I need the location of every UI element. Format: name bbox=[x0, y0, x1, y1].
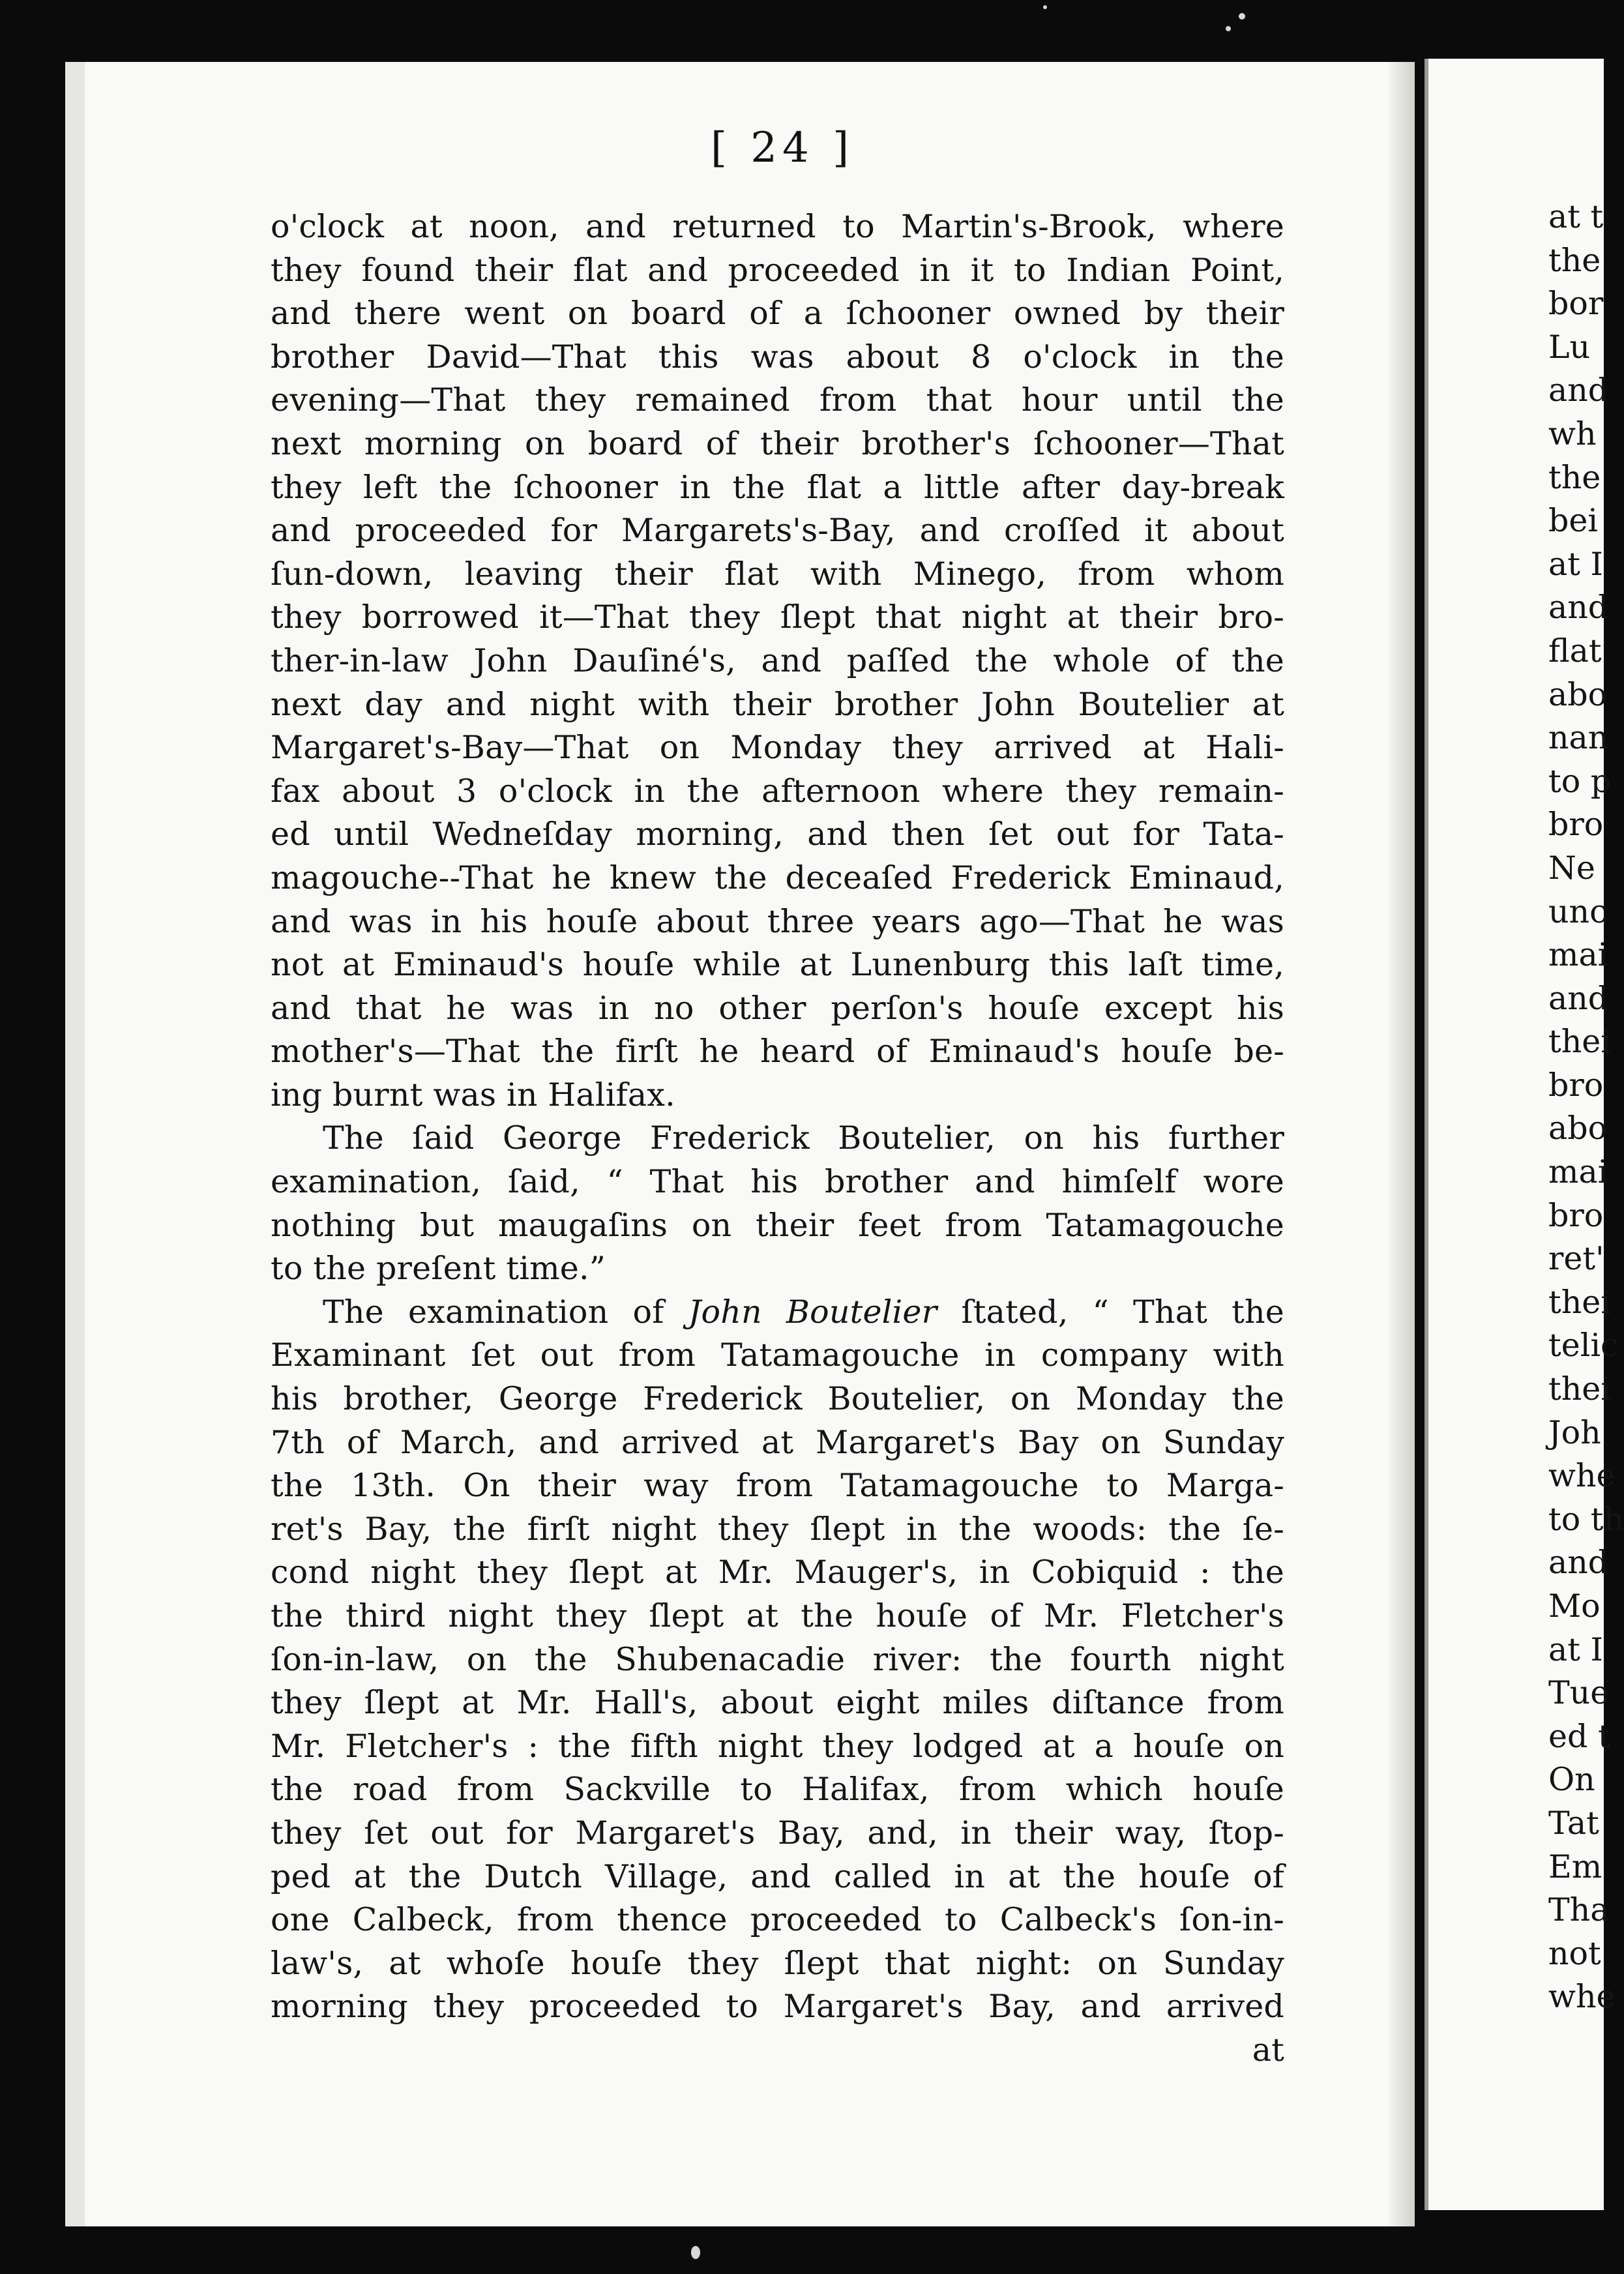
page-gutter-shadow bbox=[1389, 62, 1415, 2226]
text-line: one Calbeck, from thence proceeded to Calbeck's ſon-in- bbox=[271, 1901, 1284, 1939]
text-line: morning they proceeded to Margaret's Bay, and arrived bbox=[271, 1988, 1284, 2026]
facing-fragment: bro bbox=[1548, 1066, 1604, 1104]
facing-fragment: On bbox=[1548, 1761, 1595, 1799]
text-line: Margaret's-Bay—That on Monday they arrived at Hali- bbox=[271, 729, 1284, 767]
facing-fragment: abo bbox=[1548, 675, 1608, 713]
text-line: The ſaid George Frederick Boutelier, on his further bbox=[323, 1119, 1284, 1157]
facing-fragment: thei bbox=[1548, 1370, 1611, 1408]
text-line: mother's—That the firſt he heard of Eminaud's houſe be- bbox=[271, 1033, 1284, 1071]
text-line: next morning on board of their brother's ſchooner—That bbox=[271, 424, 1284, 462]
text-line: the road from Sackville to Halifax, from which houſe bbox=[271, 1771, 1284, 1809]
facing-fragment: Ne bbox=[1548, 849, 1595, 887]
page-body-text bbox=[271, 205, 1284, 2073]
facing-fragment: bei bbox=[1548, 502, 1599, 540]
dust-speck bbox=[1226, 26, 1231, 31]
facing-fragment: thei bbox=[1548, 1283, 1611, 1321]
facing-fragment: Lu bbox=[1548, 328, 1591, 366]
facing-fragment: wh bbox=[1548, 415, 1597, 452]
facing-page-text-fragments bbox=[1548, 196, 1624, 2019]
facing-fragment: and bbox=[1548, 1544, 1609, 1582]
facing-fragment: Mo bbox=[1548, 1587, 1601, 1625]
facing-fragment: Tat bbox=[1548, 1804, 1599, 1842]
facing-fragment: the bbox=[1548, 241, 1601, 279]
facing-fragment: Tue bbox=[1548, 1674, 1610, 1712]
facing-fragment: unc bbox=[1548, 893, 1608, 930]
text-line: evening—That they remained from that hour until the bbox=[271, 381, 1284, 419]
text-line: and that he was in no other perſon's houſe except his bbox=[271, 989, 1284, 1027]
catchword: at bbox=[1252, 2031, 1284, 2069]
italic-name: John Boutelier bbox=[688, 1293, 937, 1331]
facing-fragment: Tha bbox=[1548, 1891, 1610, 1929]
text-line: ther-in-law John Dauſiné's, and paſſed the whole of the bbox=[271, 642, 1284, 679]
facing-fragment: whe bbox=[1548, 1457, 1616, 1495]
text-line: and proceeded for Margarets's-Bay, and croſſed it about bbox=[271, 512, 1284, 550]
facing-fragment: to p bbox=[1548, 762, 1612, 800]
text-line: fax about 3 o'clock in the afternoon where they remain- bbox=[271, 772, 1284, 810]
dust-speck bbox=[1043, 5, 1047, 9]
text-line: ped at the Dutch Village, and called in at the houſe of bbox=[271, 1857, 1284, 1895]
facing-fragment: whe bbox=[1548, 1978, 1616, 2016]
facing-fragment: and bbox=[1548, 979, 1609, 1017]
dust-speck bbox=[691, 2246, 700, 2259]
facing-fragment: ed t bbox=[1548, 1717, 1611, 1755]
text-line: magouche--That he knew the deceaſed Frederick Eminaud, bbox=[271, 859, 1284, 896]
text-line: the 13th. On their way from Tatamagouche to Marga- bbox=[271, 1467, 1284, 1505]
facing-fragment: thei bbox=[1548, 1023, 1611, 1061]
text-line: they found their flat and proceeded in it to Indian Point, bbox=[271, 251, 1284, 289]
facing-fragment: at I bbox=[1548, 545, 1603, 583]
text-line: ſon-in-law, on the Shubenacadie river: the fourth night bbox=[271, 1640, 1284, 1678]
text-line: they ſet out for Margaret's Bay, and, in their way, ſtop- bbox=[271, 1814, 1284, 1852]
text-line: Mr. Fletcher's : the fifth night they lodged at a houſe on bbox=[271, 1727, 1284, 1765]
page-number-header: [ 24 ] bbox=[710, 124, 855, 172]
facing-fragment: Joh bbox=[1548, 1413, 1601, 1451]
facing-fragment: bro bbox=[1548, 1196, 1604, 1234]
text-line-with-italic-name bbox=[271, 1291, 1284, 1335]
text-line: the third night they ſlept at the houſe of Mr. Fletcher's bbox=[271, 1597, 1284, 1634]
text-line: brother David—That this was about 8 o'clock in the bbox=[271, 338, 1284, 376]
facing-fragment: at t bbox=[1548, 198, 1604, 235]
facing-fragment: abo bbox=[1548, 1110, 1608, 1147]
facing-fragment: telic bbox=[1548, 1327, 1619, 1365]
text-line: they ſlept at Mr. Hall's, about eight miles diſtance from bbox=[271, 1684, 1284, 1722]
text-line: ſun-down, leaving their flat with Minego, from whom bbox=[271, 555, 1284, 593]
facing-fragment: and bbox=[1548, 589, 1609, 627]
facing-fragment: and bbox=[1548, 372, 1609, 409]
text-line: cond night they ſlept at Mr. Mauger's, in Cobiquid : the bbox=[271, 1554, 1284, 1591]
facing-fragment: not bbox=[1548, 1934, 1601, 1972]
facing-fragment: bro bbox=[1548, 806, 1604, 844]
facing-fragment: flat bbox=[1548, 632, 1602, 670]
facing-fragment: at I bbox=[1548, 1631, 1603, 1668]
dust-speck bbox=[1239, 13, 1245, 20]
facing-fragment: ret' bbox=[1548, 1240, 1604, 1278]
text-fragment: ſtated, “ That the bbox=[961, 1293, 1284, 1331]
text-line: ret's Bay, the firſt night they ſlept in the woods: the ſe- bbox=[271, 1510, 1284, 1548]
text-line: they borrowed it—That they ſlept that night at their bro- bbox=[271, 598, 1284, 636]
facing-fragment: Em bbox=[1548, 1848, 1602, 1885]
facing-fragment: nan bbox=[1548, 719, 1609, 757]
text-line: and was in his houſe about three years ago—That he was bbox=[271, 902, 1284, 940]
text-fragment: The examination of bbox=[323, 1293, 664, 1331]
text-line: ing burnt was in Halifax. bbox=[271, 1076, 675, 1114]
text-line: they left the ſchooner in the flat a little after day-break bbox=[271, 468, 1284, 506]
text-line: and there went on board of a ſchooner owned by their bbox=[271, 295, 1284, 332]
facing-fragment: mai bbox=[1548, 1153, 1608, 1191]
facing-fragment: the bbox=[1548, 458, 1601, 496]
text-line: 7th of March, and arrived at Margaret's Bay on Sunday bbox=[271, 1423, 1284, 1461]
text-line: Examinant ſet out from Tatamagouche in company with bbox=[271, 1336, 1284, 1374]
facing-fragment: bor bbox=[1548, 285, 1604, 323]
facing-fragment: mai bbox=[1548, 936, 1608, 974]
text-line: his brother, George Frederick Boutelier, on Monday the bbox=[271, 1380, 1284, 1418]
facing-fragment: to th bbox=[1548, 1500, 1624, 1538]
text-line: law's, at whoſe houſe they ſlept that night: on Sunday bbox=[271, 1944, 1284, 1982]
text-line: examination, ſaid, “ That his brother and himſelf wore bbox=[271, 1163, 1284, 1201]
text-line: ed until Wedneſday morning, and then ſet out for Tata- bbox=[271, 816, 1284, 853]
text-line: nothing but maugaſins on their feet from Tatamagouche bbox=[271, 1206, 1284, 1244]
text-line: to the preſent time.” bbox=[271, 1250, 606, 1288]
text-line: next day and night with their brother John Boutelier at bbox=[271, 685, 1284, 723]
text-line: o'clock at noon, and returned to Martin's-Brook, where bbox=[271, 208, 1284, 245]
text-line: not at Eminaud's houſe while at Lunenburg this laſt time, bbox=[271, 946, 1284, 984]
